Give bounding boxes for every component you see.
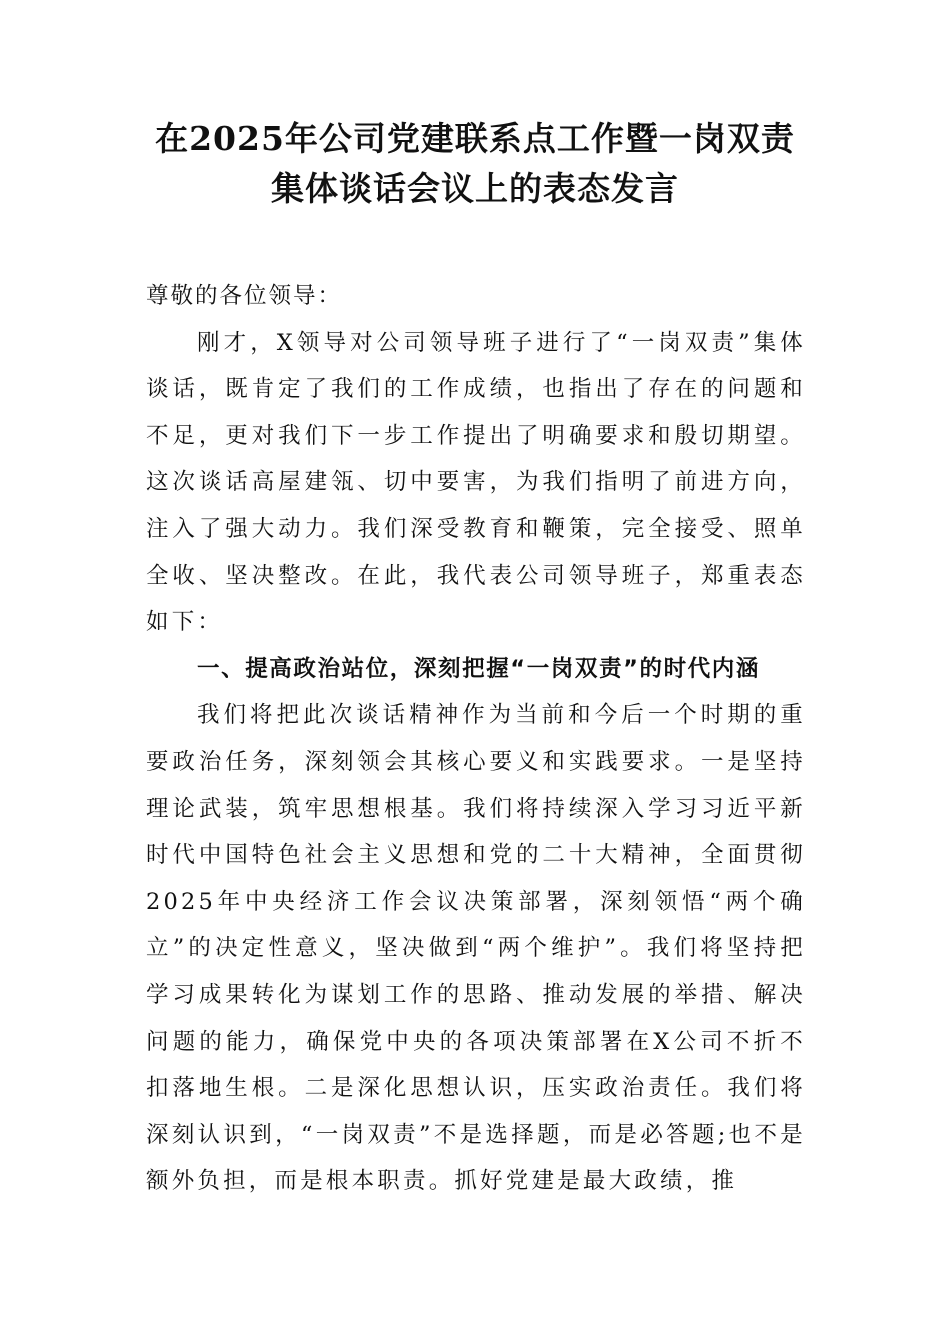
section-heading-1: 一、提高政治站位，深刻把握“一岗双责”的时代内涵: [197, 655, 760, 682]
document-body: [146, 273, 806, 1205]
paragraph-opening: 刚才，X领导对公司领导班子进行了“一岗双责”集体谈话，既肯定了我们的工作成绩，也指出了存在的问题和不足，更对我们下一步工作提出了明确要求和殷切期望。这次谈话高屋建瓴、切中要害，为我们指明了前进方向，注入了强大动力。我们深受教育和鞭策，完全接受、照单全收、坚决整改。在此，我代表公司领导班子，郑重表态如下：: [146, 329, 806, 636]
title-line-2: 集体谈话会议上的表态发言: [271, 169, 679, 208]
title-line-1: 在2025年公司党建联系点工作暨一岗双责: [155, 119, 795, 158]
paragraph-section-1: 我们将把此次谈话精神作为当前和今后一个时期的重要政治任务，深刻领会其核心要义和实践要求。一是坚持理论武装，筑牢思想根基。我们将持续深入学习习近平新时代中国特色社会主义思想和党的二十大精神，全面贯彻2025年中央经济工作会议决策部署，深刻领悟“两个确立”的决定性意义，坚决做到“两个维护”。我们将坚持把学习成果转化为谋划工作的思路、推动发展的举措、解决问题的能力，确保党中央的各项决策部署在X公司不折不扣落地生根。二是深化思想认识，压实政治责任。我们将深刻认识到，“一岗双责”不是选择题，而是必答题;也不是额外负担，而是根本职责。抓好党建是最大政绩，推: [146, 702, 806, 1195]
salutation: 尊敬的各位领导：: [146, 283, 343, 309]
document-title: [100, 114, 850, 214]
